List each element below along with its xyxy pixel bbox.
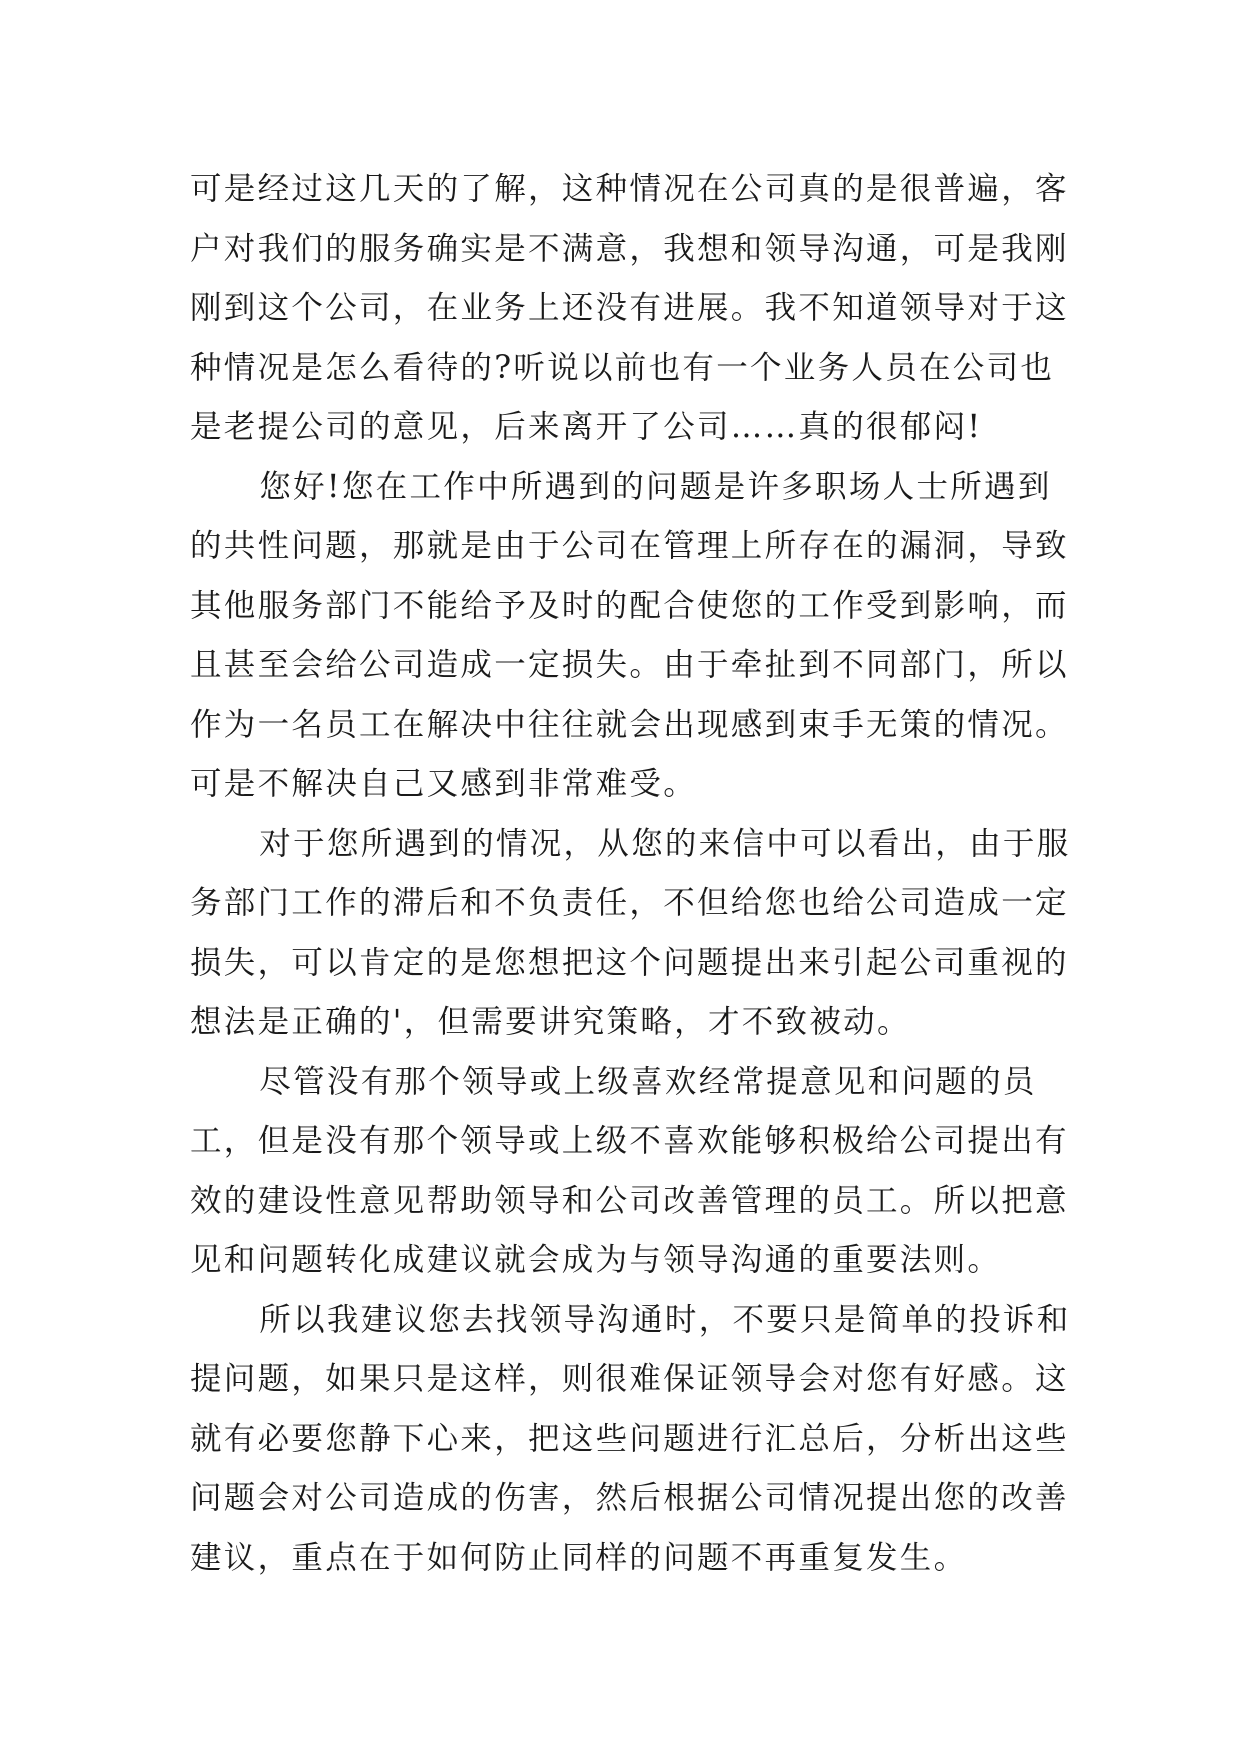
text-line: 就有必要您静下心来，把这些问题进行汇总后，分析出这些 xyxy=(190,1420,1069,1457)
text-line: 您好!您在工作中所遇到的问题是许多职场人士所遇到 xyxy=(259,468,1052,505)
text-line: 尽管没有那个领导或上级喜欢经常提意见和问题的员 xyxy=(259,1063,1037,1100)
text-line: 户对我们的服务确实是不满意，我想和领导沟通，可是我刚 xyxy=(190,230,1069,267)
text-line: 刚到这个公司，在业务上还没有进展。我不知道领导对于这 xyxy=(190,290,1069,326)
paragraph-3 xyxy=(190,815,1071,1053)
text-line: 且甚至会给公司造成一定损失。由于牵扯到不同部门，所以 xyxy=(190,647,1069,683)
text-line: 作为一名员工在解决中往往就会出现感到束手无策的情况。 xyxy=(190,706,1069,743)
text-line: 想法是正确的'，但需要讲究策略，才不致被动。 xyxy=(190,1004,911,1040)
text-line: 效的建设性意见帮助领导和公司改善管理的员工。所以把意 xyxy=(190,1182,1069,1219)
text-line: 可是经过这几天的了解，这种情况在公司真的是很普遍，客 xyxy=(190,171,1069,207)
paragraph-4 xyxy=(190,1053,1069,1291)
text-line: 务部门工作的滞后和不负责任，不但给您也给公司造成一定 xyxy=(190,885,1069,921)
text-line: 建议，重点在于如何防止同样的问题不再重复发生。 xyxy=(190,1539,968,1576)
document-body xyxy=(190,160,1071,1588)
text-line: 提问题，如果只是这样，则很难保证领导会对您有好感。这 xyxy=(190,1361,1069,1397)
paragraph-1 xyxy=(190,160,1069,458)
text-line: 所以我建议您去找领导沟通时，不要只是简单的投诉和 xyxy=(259,1301,1071,1338)
text-line: 可是不解决自己又感到非常难受。 xyxy=(190,766,698,802)
text-line: 其他服务部门不能给予及时的配合使您的工作受到影响，而 xyxy=(190,587,1069,624)
text-line: 种情况是怎么看待的?听说以前也有一个业务人员在公司也 xyxy=(190,349,1055,386)
text-line: 损失，可以肯定的是您想把这个问题提出来引起公司重视的 xyxy=(190,944,1069,981)
text-line: 见和问题转化成建议就会成为与领导沟通的重要法则。 xyxy=(190,1242,1002,1278)
paragraph-2 xyxy=(190,458,1069,815)
text-line: 问题会对公司造成的伤害，然后根据公司情况提出您的改善 xyxy=(190,1480,1069,1516)
paragraph-5 xyxy=(190,1291,1071,1589)
text-line: 是老提公司的意见，后来离开了公司……真的很郁闷! xyxy=(190,409,983,445)
text-line: 的共性问题，那就是由于公司在管理上所存在的漏洞，导致 xyxy=(190,528,1069,564)
text-line: 工，但是没有那个领导或上级不喜欢能够积极给公司提出有 xyxy=(190,1123,1069,1159)
text-line: 对于您所遇到的情况，从您的来信中可以看出，由于服 xyxy=(259,825,1071,862)
